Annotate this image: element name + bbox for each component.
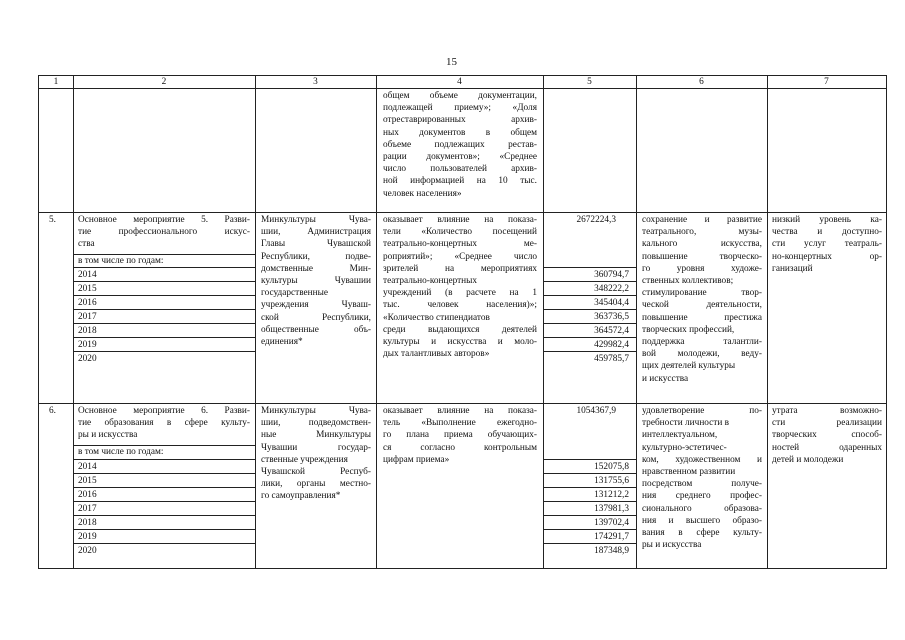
- header-cell: 5: [587, 77, 592, 87]
- text-line: Чувашии государ-: [261, 442, 371, 453]
- text-line: ной информацией на 10 тыс.: [383, 176, 537, 187]
- year-amount: 363736,5: [594, 312, 629, 322]
- header-cell: 4: [457, 77, 462, 87]
- text-line: творческих способ-: [772, 430, 882, 441]
- column-border: [38, 75, 39, 569]
- text-line: го плана приема обучающих-: [383, 430, 537, 441]
- text-line: сти услуг театраль-: [772, 239, 882, 250]
- text-line: нравственном развитии: [642, 467, 736, 478]
- text-line: удовлетворение по-: [642, 406, 762, 416]
- text-line: культуры Чувашии: [261, 276, 371, 287]
- text-line: число пользователей архив-: [383, 164, 537, 175]
- cell-divider: [73, 487, 255, 488]
- cell-divider: [73, 309, 255, 310]
- text-line: ных документов в общем: [383, 127, 537, 138]
- year-amount: 131212,2: [594, 490, 629, 500]
- text-line: го уровня художе-: [642, 263, 762, 274]
- year-label: 2019: [78, 532, 97, 542]
- text-line: чества и доступно-: [772, 227, 882, 238]
- year-amount: 187348,9: [594, 546, 629, 556]
- activity-title: [78, 405, 250, 442]
- cell-divider: [73, 473, 255, 474]
- cell-divider: [543, 337, 636, 338]
- year-amount: 459785,7: [594, 354, 629, 364]
- text-line: ганизаций: [772, 263, 813, 274]
- text-line: Минкультуры Чува-: [261, 406, 371, 416]
- text-line: среди выдающихся деятелей: [383, 324, 537, 335]
- text-line: культуры и искусства и моло-: [383, 337, 537, 348]
- text-line: вания в сфере культу-: [642, 528, 762, 539]
- text-line: «Количество стипендиатов: [383, 312, 490, 323]
- text-line: ческой деятельности,: [642, 300, 762, 311]
- cell-divider: [73, 529, 255, 530]
- table-bottom-border: [38, 568, 886, 569]
- year-amount: 131755,6: [594, 476, 629, 486]
- text-line: общем объеме документации,: [383, 91, 537, 101]
- text-line: общественные объ-: [261, 324, 371, 335]
- text-line: дых талантливых авторов»: [383, 349, 490, 360]
- text-line: Минкультуры Чува-: [261, 215, 371, 225]
- year-label: 2016: [78, 298, 97, 308]
- year-label: 2020: [78, 546, 97, 556]
- text-line: отреставрированных архив-: [383, 115, 537, 126]
- cell-divider: [543, 323, 636, 324]
- text-line: ния среднего профес-: [642, 491, 762, 502]
- text-line: Основное мероприятие 5. Разви-: [78, 215, 250, 225]
- text-line: шии, Администрация: [261, 227, 371, 238]
- text-line: стимулирование твор-: [642, 288, 762, 299]
- year-amount: 174291,7: [594, 532, 629, 542]
- row-separator: [38, 212, 886, 213]
- header-cell: 3: [313, 77, 318, 87]
- text-line: Основное мероприятие 6. Разви-: [78, 406, 250, 416]
- year-amount: 139702,4: [594, 518, 629, 528]
- text-line: учреждений (в расчете на 1: [383, 288, 537, 299]
- year-amount: 348222,2: [594, 284, 629, 294]
- cell-divider: [543, 487, 636, 488]
- year-label: 2018: [78, 518, 97, 528]
- text-line: ской Республики,: [261, 312, 371, 323]
- cell-divider: [73, 543, 255, 544]
- influence-indicators: [383, 405, 537, 466]
- executors: [261, 214, 371, 348]
- text-line: интеллектуальном,: [642, 430, 718, 441]
- year-label: 2019: [78, 340, 97, 350]
- text-line: и искусства: [642, 373, 689, 384]
- year-label: 2018: [78, 326, 97, 336]
- text-line: зрителей на мероприятиях: [383, 263, 537, 274]
- year-amount: 364572,4: [594, 326, 629, 336]
- text-line: поддержка талантли-: [642, 337, 762, 348]
- text-line: лики, органы местно-: [261, 479, 371, 490]
- influence-indicators: [383, 214, 537, 360]
- text-line: оказывает влияние на показа-: [383, 406, 537, 416]
- text-line: посредством получе-: [642, 479, 762, 490]
- header-cell: 7: [824, 77, 829, 87]
- text-line: низкий уровень ка-: [772, 215, 882, 225]
- cell-divider: [73, 267, 255, 268]
- cell-divider: [73, 515, 255, 516]
- cell-divider: [543, 543, 636, 544]
- text-line: но-концертных ор-: [772, 251, 882, 262]
- text-line: тие образования в сфере культу-: [78, 418, 250, 429]
- header-cell: 6: [699, 77, 704, 87]
- risks: [772, 214, 882, 275]
- text-line: ком, художественном и: [642, 454, 762, 465]
- continuation-indicators: [383, 90, 537, 200]
- cell-divider: [543, 309, 636, 310]
- text-line: утрата возможно-: [772, 406, 882, 416]
- column-border: [376, 75, 377, 569]
- text-line: го самоуправления*: [261, 491, 341, 502]
- cell-divider: [543, 267, 636, 268]
- text-line: оказывает влияние на показа-: [383, 215, 537, 225]
- text-line: тель «Выполнение ежегодно-: [383, 418, 537, 429]
- cell-divider: [73, 323, 255, 324]
- cell-divider: [543, 281, 636, 282]
- subtitle: в том числе по годам:: [78, 256, 164, 266]
- text-line: единения*: [261, 337, 303, 348]
- row-number: 5.: [49, 215, 56, 225]
- cell-divider: [543, 351, 636, 352]
- year-label: 2015: [78, 284, 97, 294]
- executors: [261, 405, 371, 503]
- text-line: ся согласно контрольным: [383, 442, 537, 453]
- expected-results: [642, 405, 762, 551]
- text-line: детей и молодежи: [772, 454, 844, 465]
- year-label: 2020: [78, 354, 97, 364]
- text-line: цифрам приема»: [383, 454, 450, 465]
- header-cell: 1: [53, 77, 59, 87]
- year-amount: 360794,7: [594, 270, 629, 280]
- year-label: 2014: [78, 270, 97, 280]
- cell-divider: [73, 351, 255, 352]
- text-line: роприятий»; «Среднее число: [383, 251, 537, 262]
- text-line: повышение престижа: [642, 312, 762, 323]
- activity-title: [78, 214, 250, 251]
- cell-divider: [543, 529, 636, 530]
- total-amount: 2672224,3: [576, 215, 616, 225]
- cell-divider: [73, 501, 255, 502]
- text-line: вой молодежи, веду-: [642, 349, 762, 360]
- text-line: кального искусства,: [642, 239, 762, 250]
- text-line: театрально-концертных ме-: [383, 239, 537, 250]
- cell-divider: [543, 459, 636, 460]
- year-label: 2017: [78, 504, 97, 514]
- column-border: [255, 75, 256, 569]
- cell-divider: [543, 515, 636, 516]
- text-line: ния и высшего образо-: [642, 515, 762, 526]
- row-separator: [38, 403, 886, 404]
- text-line: рации документов»; «Среднее: [383, 152, 537, 163]
- year-amount: 345404,4: [594, 298, 629, 308]
- text-line: Главы Чувашской: [261, 239, 371, 250]
- text-line: ные Минкультуры: [261, 430, 371, 441]
- cell-divider: [543, 501, 636, 502]
- cell-divider: [73, 337, 255, 338]
- column-border: [636, 75, 637, 569]
- text-line: театрального, музы-: [642, 227, 762, 238]
- text-line: ностей одаренных: [772, 442, 882, 453]
- text-line: ства: [78, 239, 95, 250]
- year-label: 2016: [78, 490, 97, 500]
- total-amount: 1054367,9: [576, 406, 616, 416]
- text-line: тели «Количество посещений: [383, 227, 537, 238]
- subtitle: в том числе по годам:: [78, 447, 164, 457]
- text-line: учреждения Чуваш-: [261, 300, 371, 311]
- cell-divider: [73, 459, 255, 460]
- text-line: театрально-концертных: [383, 276, 478, 287]
- risks: [772, 405, 882, 466]
- text-line: повышение творческо-: [642, 251, 762, 262]
- text-line: государственные: [261, 288, 329, 299]
- text-line: шии, подведомствен-: [261, 418, 371, 429]
- year-label: 2014: [78, 462, 97, 472]
- header-cell: 2: [161, 77, 167, 87]
- text-line: сохранение и развитие: [642, 215, 762, 225]
- text-line: сионального образова-: [642, 503, 762, 514]
- text-line: ственные учреждения: [261, 454, 348, 465]
- page-number: 15: [446, 56, 457, 68]
- text-line: тыс. человек населения)»;: [383, 300, 537, 311]
- cell-divider: [73, 281, 255, 282]
- header-bottom-border: [38, 88, 886, 89]
- cell-divider: [543, 473, 636, 474]
- text-line: человек населения»: [383, 188, 462, 199]
- text-line: ры и искусства: [642, 540, 702, 551]
- column-border: [767, 75, 768, 569]
- year-amount: 429982,4: [594, 340, 629, 350]
- text-line: тие профессионального искус-: [78, 227, 250, 238]
- text-line: домственные Мин-: [261, 263, 371, 274]
- year-amount: 152075,8: [594, 462, 629, 472]
- column-border: [73, 75, 74, 569]
- text-line: щих деятелей культуры: [642, 361, 736, 372]
- text-line: ры и искусства: [78, 430, 138, 441]
- expected-results: [642, 214, 762, 385]
- text-line: подлежащей приему»; «Доля: [383, 103, 537, 114]
- text-line: Чувашской Респуб-: [261, 467, 371, 478]
- text-line: творческих профессий,: [642, 324, 735, 335]
- text-line: Республики, подве-: [261, 251, 371, 262]
- text-line: сти реализации: [772, 418, 882, 429]
- year-label: 2017: [78, 312, 97, 322]
- cell-divider: [543, 295, 636, 296]
- text-line: культурно-эстетичес-: [642, 442, 727, 453]
- column-border: [886, 75, 887, 569]
- text-line: ственных коллективов;: [642, 276, 734, 287]
- year-label: 2015: [78, 476, 97, 486]
- row-number: 6.: [49, 406, 56, 416]
- year-amount: 137981,3: [594, 504, 629, 514]
- text-line: требности личности в: [642, 418, 730, 429]
- text-line: объеме подлежащих рестав-: [383, 139, 537, 150]
- cell-divider: [73, 295, 255, 296]
